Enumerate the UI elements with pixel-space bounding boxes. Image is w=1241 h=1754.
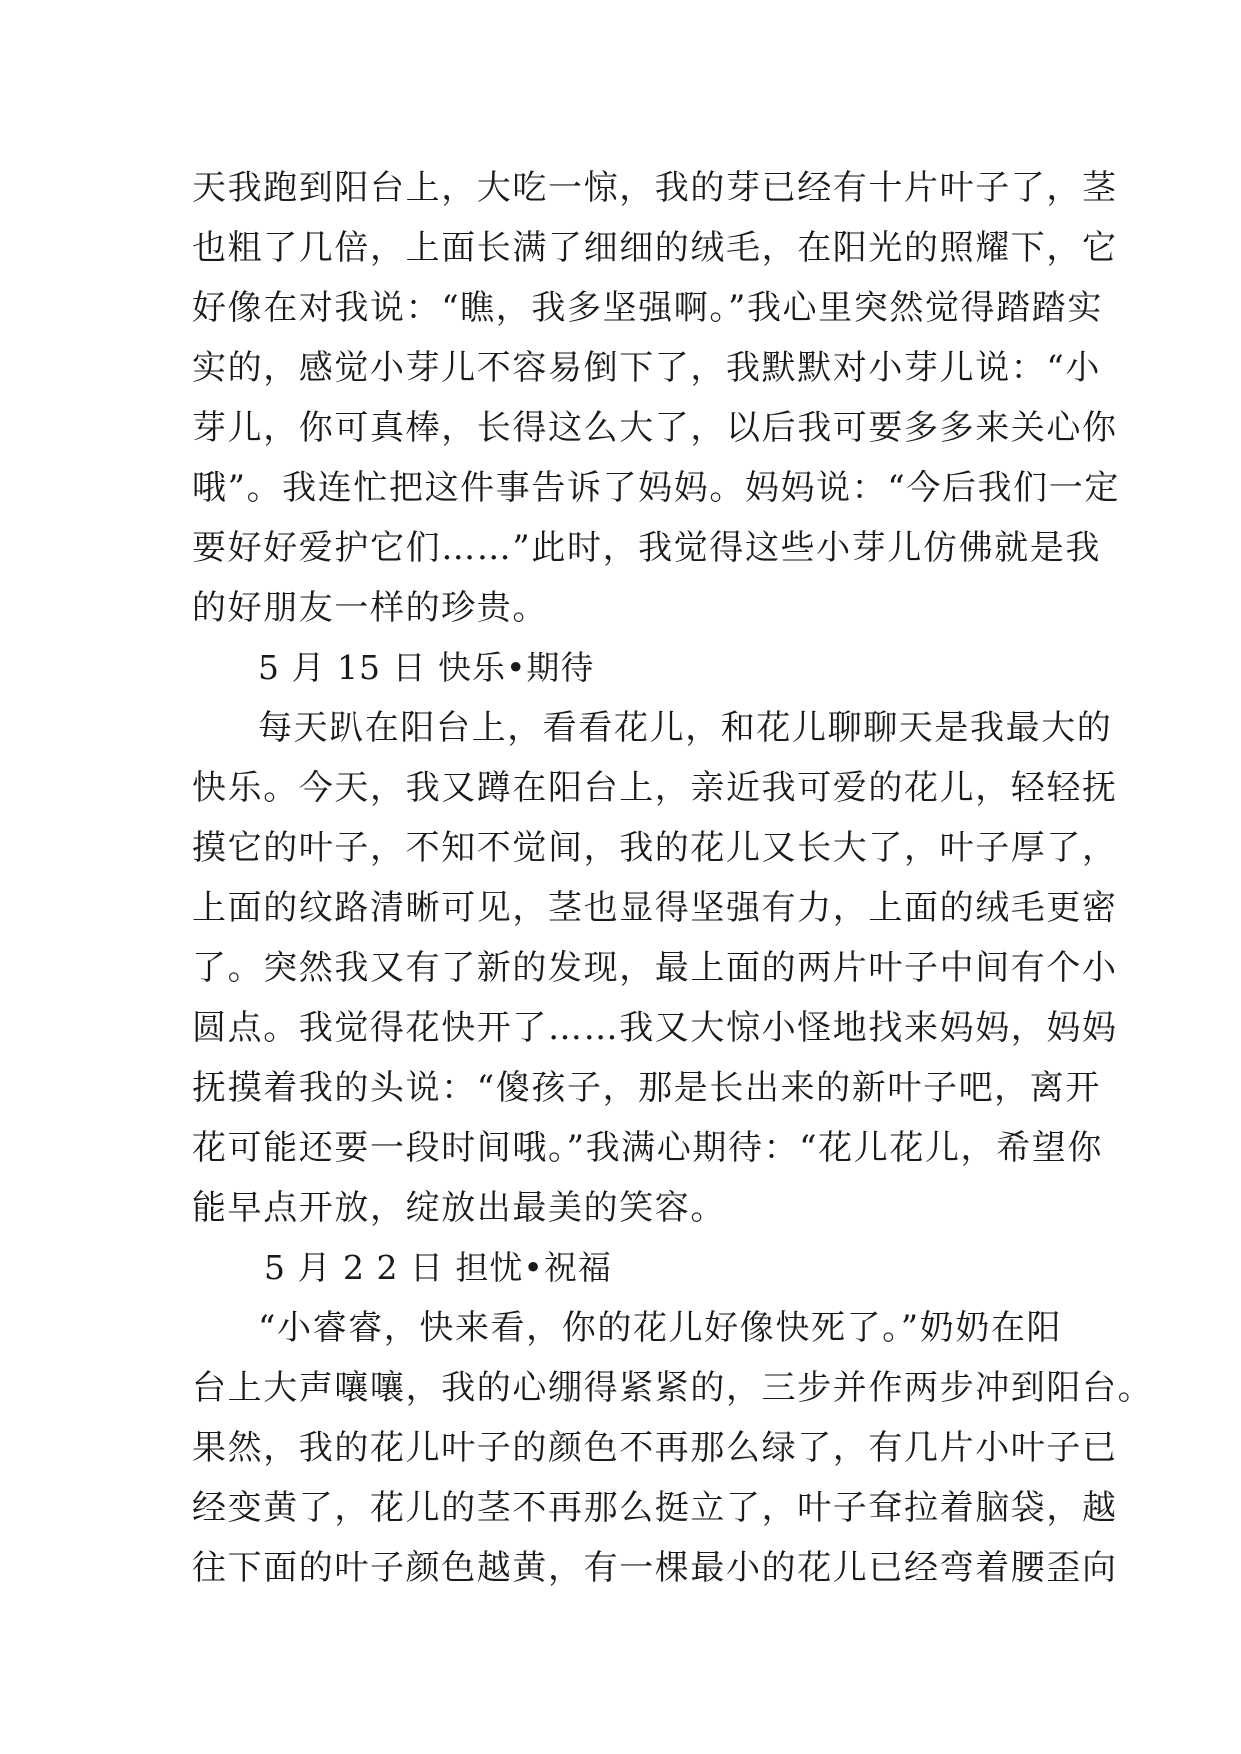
text-line: 的好朋友一样的珍贵。 bbox=[192, 588, 548, 628]
text-line: 台上大声嚷嚷，我的心绷得紧紧的，三步并作两步冲到阳台。 bbox=[192, 1368, 1154, 1408]
diary-entry-heading: 5 月 2 2 日 担忧•祝福 bbox=[264, 1248, 612, 1287]
text-line: 果然，我的花儿叶子的颜色不再那么绿了，有几片小叶子已 bbox=[192, 1428, 1118, 1468]
text-line: 哦”。我连忙把这件事告诉了妈妈。妈妈说：“今后我们一定 bbox=[192, 468, 1120, 508]
text-line: 上面的纹路清晰可见，茎也显得坚强有力，上面的绒毛更密 bbox=[192, 888, 1118, 928]
text-line: 能早点开放，绽放出最美的笑容。 bbox=[192, 1188, 726, 1228]
text-line: 也粗了几倍，上面长满了细细的绒毛，在阳光的照耀下，它 bbox=[192, 228, 1118, 268]
text-line: 好像在对我说：“瞧，我多坚强啊。”我心里突然觉得踏踏实 bbox=[192, 288, 1103, 328]
text-line: 抚摸着我的头说：“傻孩子，那是长出来的新叶子吧，离开 bbox=[192, 1068, 1101, 1108]
text-line: 每天趴在阳台上，看看花儿，和花儿聊聊天是我最大的 bbox=[258, 708, 1113, 748]
text-line: 花可能还要一段时间哦。”我满心期待：“花儿花儿，希望你 bbox=[192, 1128, 1103, 1168]
text-line: 经变黄了，花儿的茎不再那么挺立了，叶子耷拉着脑袋，越 bbox=[192, 1488, 1118, 1528]
text-line: 了。突然我又有了新的发现，最上面的两片叶子中间有个小 bbox=[192, 948, 1118, 988]
text-line: 摸它的叶子，不知不觉间，我的花儿又长大了，叶子厚了， bbox=[192, 828, 1118, 868]
diary-entry-heading: 5 月 15 日 快乐•期待 bbox=[258, 648, 595, 687]
text-line: 天我跑到阳台上，大吃一惊，我的芽已经有十片叶子了，茎 bbox=[192, 168, 1118, 208]
text-line: 实的，感觉小芽儿不容易倒下了，我默默对小芽儿说：“小 bbox=[192, 348, 1101, 388]
text-line: 快乐。今天，我又蹲在阳台上，亲近我可爱的花儿，轻轻抚 bbox=[192, 768, 1118, 808]
text-line: 要好好爱护它们……”此时，我觉得这些小芽儿仿佛就是我 bbox=[192, 528, 1101, 568]
text-line: 往下面的叶子颜色越黄，有一棵最小的花儿已经弯着腰歪向 bbox=[192, 1548, 1118, 1588]
text-line: 芽儿，你可真棒，长得这么大了，以后我可要多多来关心你 bbox=[192, 408, 1118, 448]
text-line: 圆点。我觉得花快开了……我又大惊小怪地找来妈妈，妈妈 bbox=[192, 1008, 1118, 1048]
text-line: “小睿睿，快来看，你的花儿好像快死了。”奶奶在阳 bbox=[258, 1308, 1063, 1348]
